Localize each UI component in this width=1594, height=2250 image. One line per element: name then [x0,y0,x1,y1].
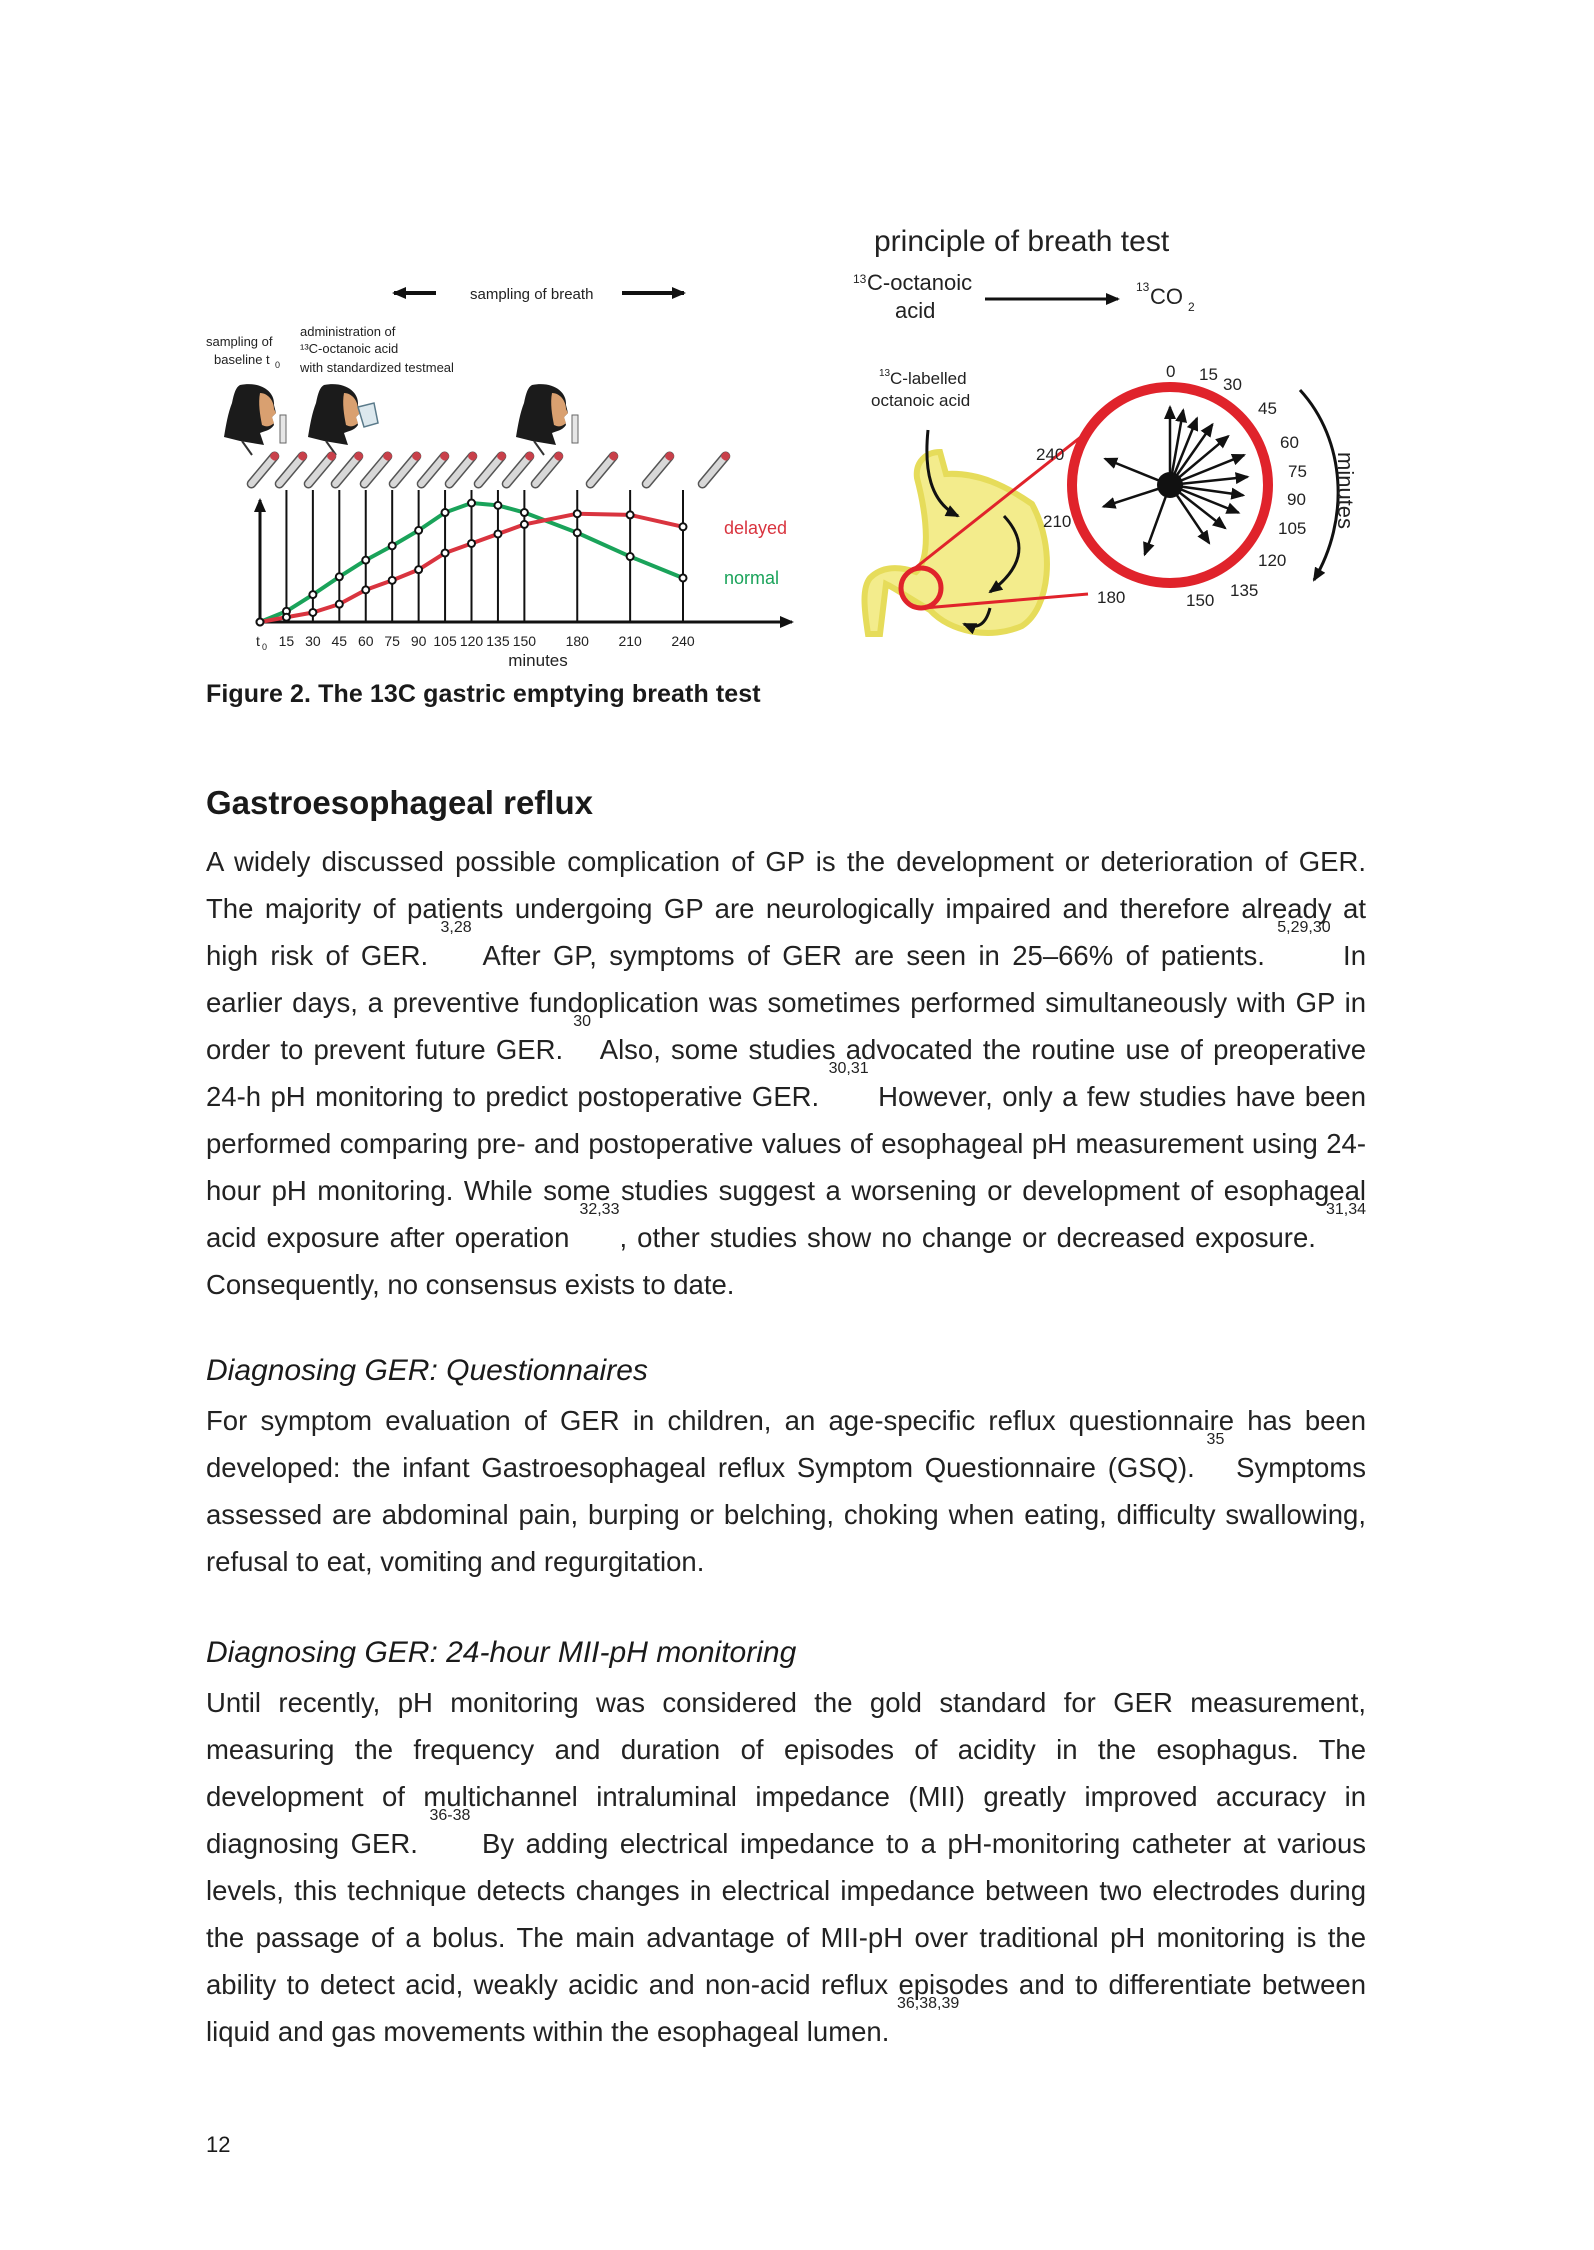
svg-text:octanoic acid: octanoic acid [871,391,971,410]
data-point [362,557,369,564]
sampling-of-breath-annotation [394,286,684,303]
data-point [362,586,369,593]
clock-minute-label: 135 [1230,581,1259,600]
x-tick-label: 150 [512,633,537,649]
citation-superscript: 30,31 [828,1060,869,1077]
data-point [442,509,449,516]
principle-title: principle of breath test [874,225,1170,258]
svg-text:baseline t: baseline t [214,352,270,367]
data-point [309,609,316,616]
x-tick-label: 240 [671,633,695,649]
data-point [574,510,581,517]
administration-label [299,324,454,375]
normal-series-label: normal [724,568,780,588]
clock-minute-label: 240 [1036,445,1065,464]
svg-text:C-octanoic: C-octanoic [867,270,973,295]
svg-text:minutes: minutes [1333,452,1358,530]
clock-minute-label: 120 [1258,551,1287,570]
data-point [468,500,475,507]
x-tick-label: 120 [459,633,484,649]
x-axis-label: minutes [508,651,568,670]
data-point [415,527,422,534]
breath-clock-diagram [1072,387,1268,583]
data-point [521,521,528,528]
svg-text:administration of: administration of [300,324,396,339]
person-breathing-icon [224,384,286,455]
citation-superscript: 32,33 [579,1201,620,1218]
data-point [680,523,687,530]
x-tick-label: 15 [278,633,295,649]
reaction-equation [853,270,1195,323]
minutes-direction-arrow [1300,390,1358,580]
data-point [309,591,316,598]
svg-text:13: 13 [853,272,867,286]
questionnaires-paragraph: For symptom evaluation of GER in children, an age-specific reflux questionnaire has been developed: the infant Gastroesophageal reflux Symptom Questionnaire (GSQ). $^{35}$ Symptoms assessed are abdominal pain, burping or belching, choking when eating, difficulty swallowing, refusal to eat, vomiting and regurgitation. [206,1405,1366,1577]
citation-superscript: 30 [573,1013,592,1030]
data-point [627,511,634,518]
clock-minute-label: 75 [1288,462,1307,481]
clock-minute-label: 150 [1186,591,1215,610]
svg-text:13: 13 [879,368,891,379]
x-tick-label: 60 [357,633,374,649]
x-tick-label: 210 [618,633,642,649]
data-point [442,549,449,556]
clock-minute-label: 0 [1166,362,1176,381]
subsection-heading-mii-ph: Diagnosing GER: 24-hour MII-pH monitoring [206,1636,797,1669]
labelled-acid-label [871,368,970,410]
citation-superscript: 35 [1206,1431,1225,1448]
citation-superscript: 36-38 [429,1807,471,1824]
citation-superscript: 5,29,30 [1277,919,1331,936]
clock-minute-label: 30 [1223,375,1242,394]
delayed-series-label: delayed [724,518,788,538]
svg-text:sampling of: sampling of [206,334,273,349]
mii-ph-paragraph: Until recently, pH monitoring was considered the gold standard for GER measurement, measuring the frequency and duration of episodes of acidity in the esophagus. The development of multichannel intraluminal impedance (MII) greatly improved accuracy in diagnosing GER. $^{36-38}$ By adding electrical impedance to a pH-monitoring catheter at various levels, this technique detects changes in electrical impedance between two electrodes during the passage of a bolus. The main advantage of MII-pH over traditional pH monitoring is the ability to detect acid, weakly acidic and non-acid reflux episodes and to differentiate between liquid and gas movements within the esophageal lumen. $^{36,38,39}$ [206,1687,1366,2047]
x-tick-label: t [256,633,260,649]
data-point [627,553,634,560]
data-point [521,509,528,516]
clock-minute-label: 45 [1258,399,1277,418]
x-tick-label: 30 [305,633,321,649]
svg-text:0: 0 [262,642,268,652]
citation-superscript: 3,28 [440,919,472,936]
svg-text:¹³C-octanoic acid: ¹³C-octanoic acid [300,341,399,356]
svg-text:2: 2 [1188,300,1195,314]
x-tick-label: 135 [486,633,510,649]
clock-minute-label: 15 [1199,365,1218,384]
section-paragraph: A widely discussed possible complication of GP is the development or deterioration of GER. The majority of patients undergoing GP are neurologically impaired and therefore already at high risk of GER. $^{3,28}$ After GP, symptoms of GER are seen in 25–66% of patients. $^{5,29,30}$ In earlier days, a preventive fundoplication was sometimes performed simultaneously with GP in order to prevent future GER. $^{30}$ Also, some studies advocated the routine use of preoperative 24-h pH monitoring to predict postoperative GER. $^{30,31}$ However, only a few studies have been performed comparing pre- and postoperative values of esophageal pH measurement using 24-hour pH monitoring. While some studies suggest a worsening or development of esophageal acid exposure after operation $^{32,33}$, other studies show no change or decreased exposure. $^{31,34}$ Consequently, no consensus exists to date. [206,846,1366,1300]
person-breathing-icon [516,384,578,455]
data-point [389,542,396,549]
clock-minute-label: 180 [1097,588,1126,607]
data-point [468,540,475,547]
data-point [283,614,290,621]
figure-caption: Figure 2. The 13C gastric emptying breath test [206,680,761,708]
citation-superscript: 36,38,39 [896,1995,960,2012]
sampling-of-breath-label: sampling of breath [470,286,594,303]
svg-text:13: 13 [1136,280,1150,294]
section-heading: Gastroesophageal reflux [206,784,593,821]
data-point [336,601,343,608]
data-point [257,619,264,626]
svg-text:acid: acid [895,298,936,323]
data-point [680,574,687,581]
clock-minute-label: 60 [1280,433,1299,452]
data-point [494,502,501,509]
data-point [389,577,396,584]
x-tick-label: 45 [331,633,348,649]
breath-sample-tubes [246,451,731,490]
clock-minute-label: 210 [1043,512,1072,531]
svg-text:CO: CO [1150,284,1183,309]
data-point [415,566,422,573]
svg-text:0: 0 [275,360,281,370]
person-drinking-icon [308,384,378,455]
clock-minute-label: 90 [1287,490,1306,509]
breath-test-line-chart [256,490,792,670]
page-number: 12 [206,2132,231,2157]
x-tick-label: 105 [433,633,457,649]
figure-2 [0,0,1594,680]
data-point [574,529,581,536]
subsection-heading-questionnaires: Diagnosing GER: Questionnaires [206,1354,648,1387]
svg-text:C-labelled: C-labelled [890,369,967,388]
svg-text:with standardized testmeal: with standardized testmeal [300,360,454,375]
data-point [494,530,501,537]
citation-superscript: 31,34 [1325,1201,1366,1218]
x-tick-label: 90 [410,633,427,649]
data-point [336,573,343,580]
x-tick-label: 75 [384,633,400,649]
baseline-label [206,334,280,370]
clock-minute-label: 105 [1278,519,1307,538]
x-tick-label: 180 [565,633,589,649]
